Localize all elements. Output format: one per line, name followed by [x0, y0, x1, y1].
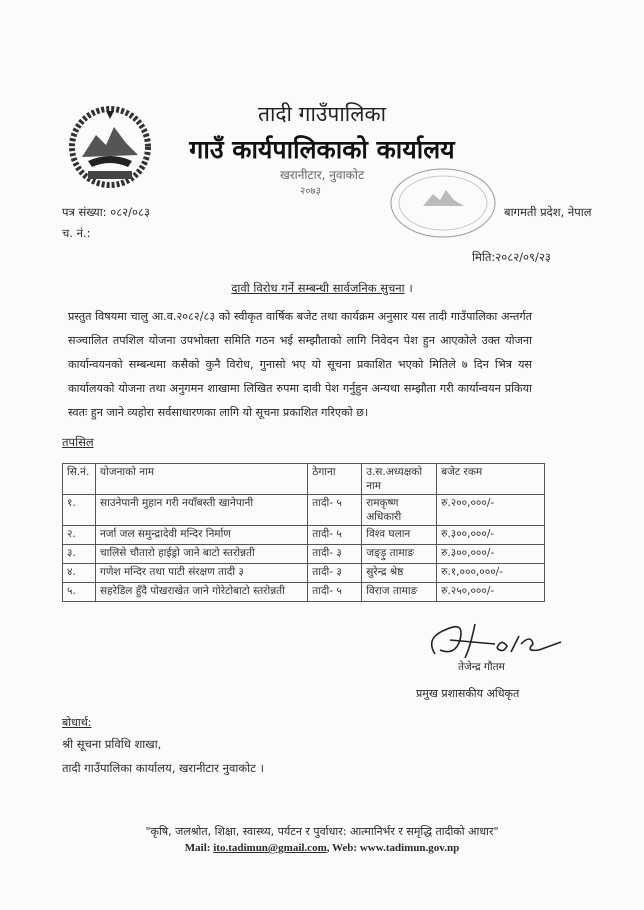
- cell-budget: रु.३००,०००/-: [437, 526, 545, 545]
- cell-project: गणेश मन्दिर तथा पाटी संरक्षण तादी ३: [95, 564, 307, 583]
- office-stamp-icon: [388, 166, 498, 240]
- cell-address: तादी- ३: [308, 545, 362, 564]
- project-table: [62, 463, 545, 602]
- cc-label: बोधार्थ:: [62, 716, 92, 729]
- cell-chair: विराज तामाङ: [362, 583, 437, 602]
- dispatch-number: च. नं.:: [62, 226, 91, 240]
- web-label: , Web:: [326, 842, 358, 854]
- notice-content: [62, 279, 545, 780]
- cell-chair: सुरेन्द्र श्रेष्ठ: [362, 564, 437, 583]
- cell-address: तादी- ५: [308, 583, 362, 602]
- cell-chair: रामकृष्ण अधिकारी: [362, 495, 437, 526]
- table-header-row: [63, 464, 545, 495]
- cell-chair: जङ्ड़ु तामाङ: [362, 545, 437, 564]
- municipality-name: तादी गाउँपालिका: [257, 102, 387, 126]
- cell-budget: रु.१,०००,०००/-: [437, 564, 545, 583]
- cell-project: सहरेडिल हुँदै पोखराखेत जाने गोरेटोबाटो स्तरोन्नती: [95, 583, 307, 602]
- table-row: [63, 564, 545, 583]
- signature-block: [62, 618, 545, 714]
- header-project: योजनाको नाम: [95, 464, 307, 495]
- table-row: [63, 526, 545, 545]
- signer-designation: प्रमुख प्रशासकीय अधिकृत: [416, 687, 520, 700]
- cell-chair: विश्व घलान: [362, 526, 437, 545]
- letter-number: पत्र संख्या: ०८२/०८३: [62, 205, 150, 219]
- cell-project: नर्जा जल समुन्द्रादेवी मन्दिर निर्माण: [95, 526, 307, 545]
- signer-name: तेजेन्द्र गौतम: [458, 661, 505, 673]
- email-link[interactable]: ito.tadimun@gmail.com: [213, 842, 327, 854]
- subject-text: दावी विरोध गर्ने सम्बन्धी सार्वजनिक सुचना: [231, 281, 405, 295]
- table-row: [63, 495, 545, 526]
- cell-serial: ३.: [63, 545, 96, 564]
- cell-budget: रु.२००,०००/-: [437, 495, 545, 526]
- cell-project: साउनेपानी मुहान गरी नयाँबस्ती खानेपानी: [95, 495, 307, 526]
- cell-serial: ४.: [63, 564, 96, 583]
- cell-serial: १.: [63, 495, 96, 526]
- mail-label: Mail:: [184, 842, 211, 854]
- cell-project: चालिसे चौतारो हाईड्रो जाने बाटो स्तरोन्नती: [95, 545, 307, 564]
- established-year: २०७३: [300, 186, 321, 197]
- table-row: [63, 545, 545, 564]
- office-name: गाउँ कार्यपालिकाको कार्यालय: [189, 135, 455, 164]
- header-budget: बजेट रकम: [437, 464, 545, 495]
- table-row: [63, 583, 545, 602]
- office-address: खरानीटार, नुवाकोट: [279, 168, 365, 182]
- notice-body: प्रस्तुत विषयमा चालु आ.व.२०८२/८३ को स्वीकृत वार्षिक बजेट तथा कार्यक्रम अनुसार यस तादी गाउँपालिका अन्तर्गत सञ्चालित तपशिल योजना उपभोक्ता समिति गठन भई सम्झौताको लागि निवेदन पेश हुन आएकोले उक्त योजना कार्यान्वयनको सम्बन्धमा कसैको कुनै विरोध, गुनासो भए यो सूचना प्रकाशित भएको मितिले ७ दिन भित्र यस कार्यालयको योजना तथा अनुगमन शाखामा लिखित रुपमा दावी पेश गर्नुहुन अन्यथा सम्झौता गरी कार्यान्वयन प्रकिया स्वतः हुन जाने व्यहोरा सर्वसाधारणका लागि यो सूचना प्रकाशित गरिएको छ।: [68, 310, 532, 419]
- details-label: तपसिल: [62, 435, 94, 449]
- notice-subject: [0, 279, 644, 297]
- cell-budget: रु.२५०,०००/-: [437, 583, 545, 602]
- footer-motto: "कृषि, जलश्रोत, शिक्षा, स्वास्थ्य, पर्यटन र पुर्वाधार: आत्मानिर्भर र समृद्धि तादीको आधार": [145, 825, 499, 838]
- subject-end: ।: [408, 281, 413, 295]
- date: मिति:२०८२/०९/२३: [472, 250, 551, 264]
- website-link[interactable]: www.tadimun.gov.np: [359, 842, 460, 854]
- header-serial: सि.नं.: [63, 464, 96, 495]
- header-address: ठेगाना: [308, 464, 362, 495]
- cell-address: तादी- ५: [308, 495, 362, 526]
- cell-serial: २.: [63, 526, 96, 545]
- cell-address: तादी- ५: [308, 526, 362, 545]
- province: बागमती प्रदेश, नेपाल: [504, 205, 592, 219]
- header-chair: उ.स.अध्यक्षको नाम: [362, 464, 437, 495]
- cell-budget: रु.३००,०००/-: [437, 545, 545, 564]
- cell-serial: ५.: [63, 583, 96, 602]
- cell-address: तादी- ३: [308, 564, 362, 583]
- footer-contact: [0, 842, 644, 854]
- cc-recipient: श्री सूचना प्रविधि शाखा,: [62, 737, 162, 751]
- cc-recipient-address: तादी गाउँपालिका कार्यालय, खरानीटार नुवाकोट ।: [62, 761, 264, 775]
